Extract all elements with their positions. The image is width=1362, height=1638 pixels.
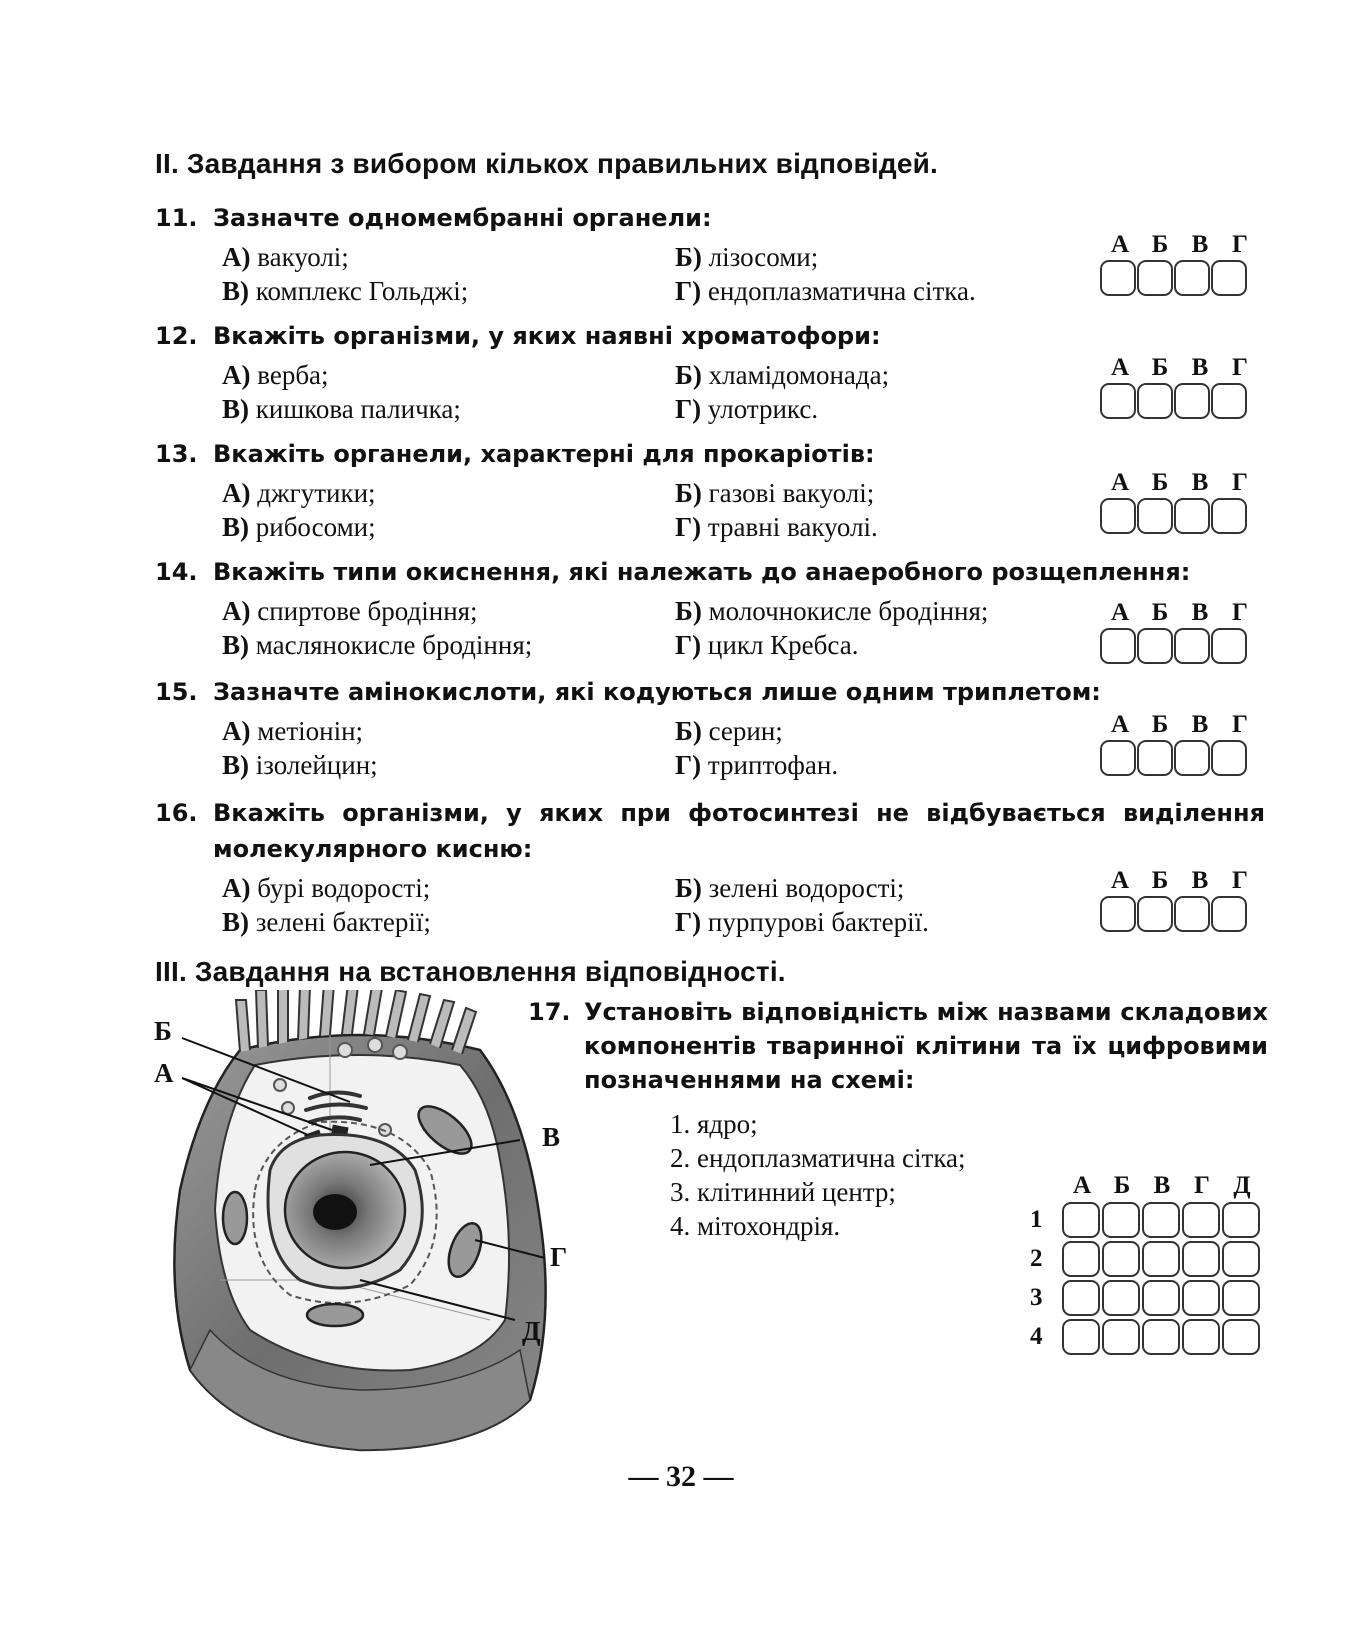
question-text: Вкажіть органели, характерні для прокаріотів: bbox=[213, 440, 875, 468]
answer-box-a[interactable] bbox=[1100, 498, 1136, 534]
option-v: В) зелені бактерії; bbox=[222, 907, 431, 937]
option-g: Г) цикл Кребса. bbox=[675, 630, 859, 660]
option-a: А) бурі водорості; bbox=[222, 873, 431, 903]
answer-grid-11: А Б В Г bbox=[1100, 232, 1260, 296]
answer-box-v[interactable] bbox=[1174, 628, 1210, 664]
answer-box-b[interactable] bbox=[1137, 260, 1173, 296]
grid-row-2: 2 bbox=[1030, 1239, 1262, 1278]
cell[interactable] bbox=[1062, 1280, 1100, 1316]
cell[interactable] bbox=[1142, 1280, 1180, 1316]
question-number: 13. bbox=[155, 440, 198, 468]
option-v: В) рибосоми; bbox=[222, 512, 376, 542]
option-a: А) метіонін; bbox=[222, 716, 364, 746]
label-v: В bbox=[542, 1122, 561, 1152]
option-g: Г) травні вакуолі. bbox=[675, 512, 878, 542]
list-item: 2. ендоплазматична сітка; bbox=[670, 1143, 966, 1173]
cell[interactable] bbox=[1102, 1280, 1140, 1316]
cell[interactable] bbox=[1142, 1319, 1180, 1355]
option-a: А) вакуолі; bbox=[222, 242, 349, 272]
option-b: Б) серин; bbox=[675, 716, 783, 746]
cell[interactable] bbox=[1062, 1202, 1100, 1238]
answer-box-a[interactable] bbox=[1100, 383, 1136, 419]
option-b: Б) зелені водорості; bbox=[675, 873, 905, 903]
option-g: Г) улотрикс. bbox=[675, 394, 819, 424]
answer-box-g[interactable] bbox=[1211, 740, 1247, 776]
cell[interactable] bbox=[1222, 1319, 1260, 1355]
option-v: В) кишкова паличка; bbox=[222, 394, 461, 424]
cell[interactable] bbox=[1182, 1280, 1220, 1316]
answer-box-b[interactable] bbox=[1137, 383, 1173, 419]
answer-box-b[interactable] bbox=[1137, 740, 1173, 776]
option-v: В) комплекс Гольджі; bbox=[222, 276, 469, 306]
section-3-title: ІІІ. Завдання на встановлення відповідності. bbox=[155, 956, 786, 987]
answer-box-a[interactable] bbox=[1100, 896, 1136, 932]
answer-grid-14: А Б В Г bbox=[1100, 600, 1260, 664]
question-number: 16. bbox=[155, 799, 198, 827]
cell[interactable] bbox=[1182, 1319, 1220, 1355]
question-number: 17. bbox=[528, 998, 571, 1026]
matching-answer-grid: А Б В Г Д 1 2 3 4 bbox=[1030, 1172, 1262, 1356]
answer-box-a[interactable] bbox=[1100, 740, 1136, 776]
list-item: 1. ядро; bbox=[670, 1109, 758, 1139]
answer-box-v[interactable] bbox=[1174, 740, 1210, 776]
question-13 bbox=[155, 436, 1265, 546]
question-text: Установіть відповідність між назвами складових компонентів тваринної клітини та їх цифровими позначеннями на схемі: bbox=[584, 998, 1268, 1094]
option-b: Б) лізосоми; bbox=[675, 242, 819, 272]
answer-box-v[interactable] bbox=[1174, 896, 1210, 932]
cell[interactable] bbox=[1222, 1202, 1260, 1238]
question-text: Вкажіть організми, у яких наявні хроматофори: bbox=[213, 322, 881, 350]
answer-box-g[interactable] bbox=[1211, 383, 1247, 419]
section-2-title: ІІ. Завдання з вибором кількох правильних відповідей. bbox=[155, 148, 938, 179]
answer-grid-16: А Б В Г bbox=[1100, 868, 1260, 932]
answer-box-a[interactable] bbox=[1100, 260, 1136, 296]
components-list bbox=[670, 1107, 966, 1243]
answer-box-g[interactable] bbox=[1211, 260, 1247, 296]
cell[interactable] bbox=[1182, 1241, 1220, 1277]
option-b: Б) хламідомонада; bbox=[675, 360, 890, 390]
question-number: 12. bbox=[155, 322, 198, 350]
answer-box-b[interactable] bbox=[1137, 628, 1173, 664]
cell[interactable] bbox=[1062, 1241, 1100, 1277]
page-number: — 32 — bbox=[628, 1460, 734, 1493]
answer-box-g[interactable] bbox=[1211, 896, 1247, 932]
cell[interactable] bbox=[1102, 1319, 1140, 1355]
cell[interactable] bbox=[1222, 1241, 1260, 1277]
option-v: В) ізолейцин; bbox=[222, 750, 378, 780]
answer-box-b[interactable] bbox=[1137, 896, 1173, 932]
answer-grid-13: А Б В Г bbox=[1100, 470, 1260, 534]
answer-box-v[interactable] bbox=[1174, 498, 1210, 534]
question-11 bbox=[155, 200, 1265, 310]
answer-grid-12: А Б В Г bbox=[1100, 355, 1260, 419]
answer-box-g[interactable] bbox=[1211, 498, 1247, 534]
question-17 bbox=[528, 995, 1268, 1241]
list-item: 3. клітинний центр; bbox=[670, 1177, 896, 1207]
answer-box-b[interactable] bbox=[1137, 498, 1173, 534]
question-text: Зазначте амінокислоти, які кодуються лише одним триплетом: bbox=[213, 678, 1101, 706]
cell[interactable] bbox=[1182, 1202, 1220, 1238]
option-a: А) спиртове бродіння; bbox=[222, 596, 478, 626]
answer-box-v[interactable] bbox=[1174, 260, 1210, 296]
cell[interactable] bbox=[1102, 1202, 1140, 1238]
option-b: Б) газові вакуолі; bbox=[675, 478, 875, 508]
question-number: 15. bbox=[155, 678, 198, 706]
question-15 bbox=[155, 674, 1265, 784]
question-16 bbox=[155, 795, 1265, 941]
cell[interactable] bbox=[1062, 1319, 1100, 1355]
answer-box-a[interactable] bbox=[1100, 628, 1136, 664]
question-14 bbox=[155, 554, 1265, 664]
answer-box-g[interactable] bbox=[1211, 628, 1247, 664]
question-number: 14. bbox=[155, 558, 198, 586]
question-12 bbox=[155, 318, 1265, 428]
question-text: Вкажіть типи окиснення, які належать до анаеробного розщеплення: bbox=[213, 558, 1191, 586]
cell[interactable] bbox=[1142, 1202, 1180, 1238]
cell[interactable] bbox=[1142, 1241, 1180, 1277]
option-a: А) джгутики; bbox=[222, 478, 376, 508]
label-d: Д bbox=[522, 1316, 541, 1346]
question-text: Вкажіть організми, у яких при фотосинтезі не відбувається виділення молекулярного кисню: bbox=[213, 799, 1265, 863]
question-text: Зазначте одномембранні органели: bbox=[213, 204, 712, 232]
answer-box-v[interactable] bbox=[1174, 383, 1210, 419]
option-v: В) маслянокисле бродіння; bbox=[222, 630, 533, 660]
answer-grid-15: А Б В Г bbox=[1100, 712, 1260, 776]
option-g: Г) пурпурові бактерії. bbox=[675, 907, 929, 937]
option-b: Б) молочнокисле бродіння; bbox=[675, 596, 989, 626]
label-b: Б bbox=[154, 1016, 172, 1046]
cell[interactable] bbox=[1102, 1241, 1140, 1277]
list-item: 4. мітохондрія. bbox=[670, 1211, 841, 1241]
grid-row-4: 4 bbox=[1030, 1317, 1262, 1356]
grid-row-3: 3 bbox=[1030, 1278, 1262, 1317]
grid-row-1: 1 bbox=[1030, 1200, 1262, 1239]
option-g: Г) ендоплазматична сітка. bbox=[675, 276, 976, 306]
label-g: Г bbox=[550, 1242, 568, 1272]
option-g: Г) триптофан. bbox=[675, 750, 839, 780]
question-number: 11. bbox=[155, 204, 198, 232]
option-a: А) верба; bbox=[222, 360, 329, 390]
label-a: А bbox=[154, 1058, 174, 1088]
cell[interactable] bbox=[1222, 1280, 1260, 1316]
